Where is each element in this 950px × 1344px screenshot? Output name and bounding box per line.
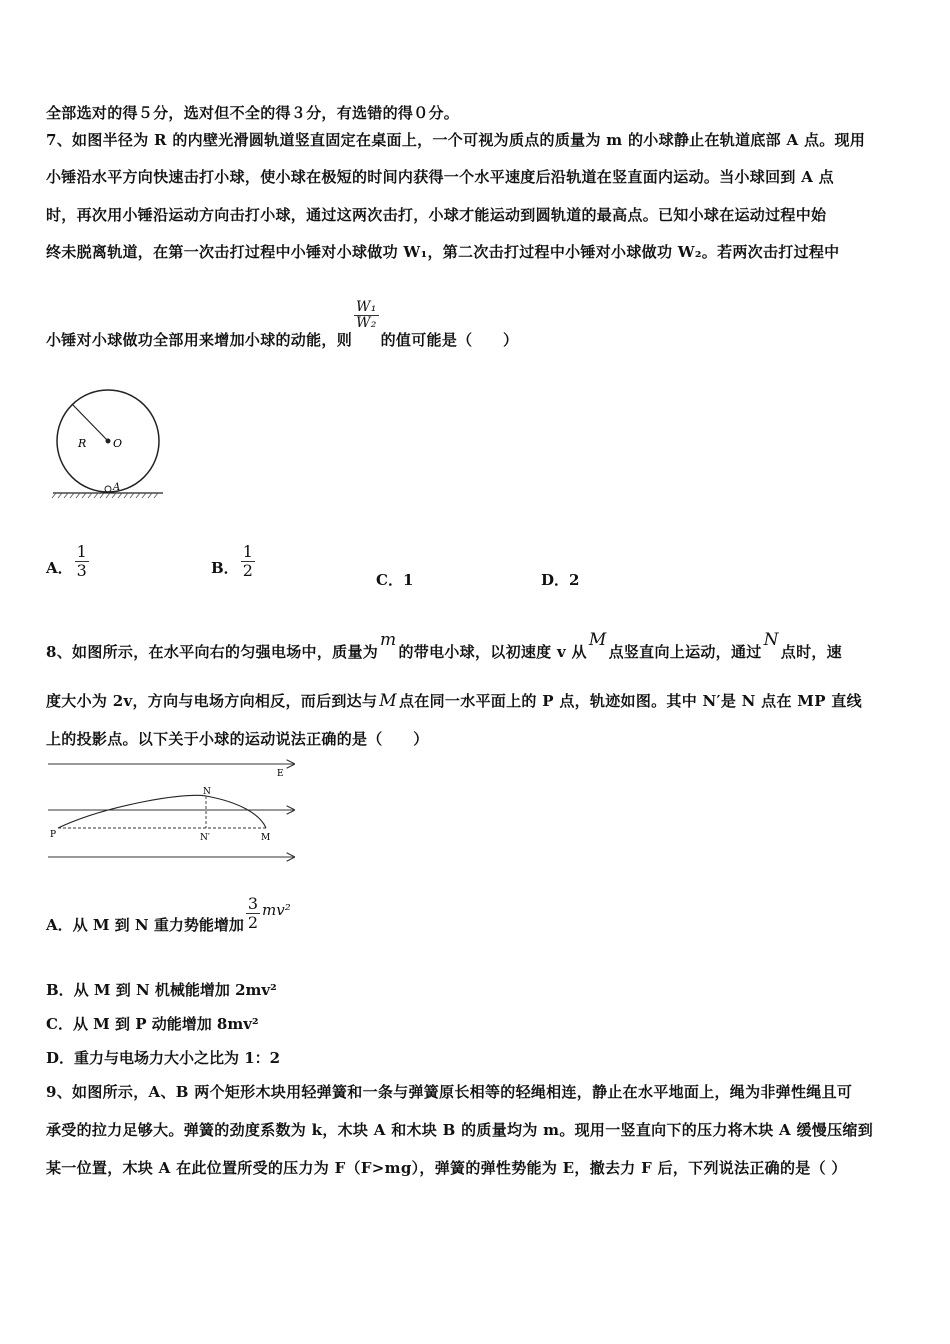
- q8-line-2-a: 度大小为 2v，方向与电场方向相反，而后到达与: [46, 692, 378, 710]
- q8-symbol-N: N: [763, 630, 779, 650]
- radius-line: [72, 404, 108, 441]
- q7-line-2: 小锤沿水平方向快速击打小球，使小球在极短的时间内获得一个水平速度后沿轨道在竖直面内运动。当小球回到 A 点: [46, 168, 834, 186]
- q7-option-b-num: 1: [242, 542, 253, 561]
- q8-option-c[interactable]: C．从 M 到 P 动能增加 8mv²: [46, 1015, 259, 1033]
- q8-option-d[interactable]: D．重力与电场力大小之比为 1：2: [46, 1049, 281, 1067]
- label-E: E: [277, 769, 284, 779]
- label-M: M: [261, 833, 271, 843]
- q8-symbol-M: M: [588, 630, 607, 650]
- q7-fraction-numerator: W₁: [356, 299, 377, 315]
- label-P: P: [50, 830, 57, 840]
- q8-field-trajectory-figure: [44, 758, 304, 866]
- q8-symbol-M-2: M: [379, 691, 397, 711]
- table-hatching: [52, 493, 158, 498]
- q7-option-a-num: 1: [76, 542, 87, 561]
- q8-option-a[interactable]: [46, 894, 291, 935]
- q9-line-1: 9、如图所示，A、B 两个矩形木块用轻弹簧和一条与弹簧原长相等的轻绳相连，静止在水平地面上，绳为非弹性绳且可: [46, 1083, 853, 1101]
- q8-line-2: [46, 690, 862, 711]
- q7-option-a-den: 3: [76, 560, 87, 580]
- q8-option-a-mv2: mv²: [262, 901, 291, 920]
- ball-at-A: [105, 486, 111, 492]
- q7-option-c[interactable]: C．1: [376, 571, 414, 589]
- q8-option-a-text: A．从 M 到 N 重力势能增加: [46, 916, 244, 935]
- q7-circle-track-figure: [48, 385, 168, 503]
- q8-option-a-num: 3: [247, 894, 259, 913]
- label-A: A: [113, 482, 121, 493]
- label-N-prime: N′: [200, 833, 210, 843]
- q8-line-1: [46, 630, 842, 662]
- q7-line-5-text-a: 小锤对小球做功全部用来增加小球的动能，则: [46, 330, 353, 349]
- q7-ratio-fraction: [354, 300, 379, 332]
- q7-option-b-label: B．: [211, 559, 239, 578]
- label-O: O: [113, 437, 123, 450]
- q8-line-1-a: 8、如图所示，在水平向右的匀强电场中，质量为: [46, 643, 379, 661]
- q9-line-3: 某一位置，木块 A 在此位置所受的压力为 F（F>mg），弹簧的弹性势能为 E，撤去力 F 后，下列说法正确的是（ ）: [46, 1159, 847, 1177]
- q7-option-b-den: 2: [242, 560, 253, 580]
- q7-line-5-text-b: 的值可能是（ ）: [380, 330, 519, 349]
- q8-symbol-m: m: [380, 630, 397, 650]
- q8-option-a-fraction: [246, 895, 260, 931]
- q8-line-1-d: 点时，速: [780, 643, 842, 661]
- q8-line-1-c: 点竖直向上运动，通过: [608, 643, 762, 661]
- q7-line-1: 7、如图半径为 R 的内壁光滑圆轨道竖直固定在桌面上，一个可视为质点的质量为 m 的小球静止在轨道底部 A 点。现用: [46, 131, 866, 149]
- q7-fraction-denominator: W₂: [356, 315, 377, 332]
- label-R: R: [78, 437, 87, 450]
- q7-line-4: 终未脱离轨道，在第一次击打过程中小锤对小球做功 W₁，第二次击打过程中小锤对小球做功 W₂。若两次击打过程中: [46, 243, 840, 261]
- q9-line-2: 承受的拉力足够大。弹簧的劲度系数为 k，木块 A 和木块 B 的质量均为 m。现用一竖直向下的压力将木块 A 缓慢压缩到: [46, 1121, 874, 1139]
- section-instruction: 全部选对的得５分，选对但不全的得３分，有选错的得０分。: [46, 104, 460, 122]
- q7-option-a-label: A．: [46, 559, 73, 578]
- q7-option-b-fraction: [241, 543, 255, 579]
- q7-option-d[interactable]: D．2: [541, 571, 580, 589]
- q8-line-2-b: 点在同一水平面上的 P 点，轨迹如图。其中 N′是 N 点在 MP 直线: [399, 692, 862, 710]
- q7-line-3: 时，再次用小锤沿运动方向击打小球，通过这两次击打，小球才能运动到圆轨道的最高点。已知小球在运动过程中始: [46, 206, 827, 224]
- q8-line-1-b: 的带电小球，以初速度 v 从: [398, 643, 587, 661]
- q7-option-a-fraction: [75, 543, 89, 579]
- q7-option-b[interactable]: [211, 543, 257, 579]
- center-point: [106, 439, 111, 444]
- label-N: N: [203, 787, 211, 797]
- q7-line-5: [46, 299, 519, 349]
- q8-option-a-den: 2: [247, 912, 259, 932]
- q8-line-3: 上的投影点。以下关于小球的运动说法正确的是（ ）: [46, 730, 429, 748]
- q8-option-b[interactable]: B．从 M 到 N 机械能增加 2mv²: [46, 981, 277, 999]
- trajectory-curve: [58, 795, 266, 828]
- q7-option-a[interactable]: [46, 543, 91, 579]
